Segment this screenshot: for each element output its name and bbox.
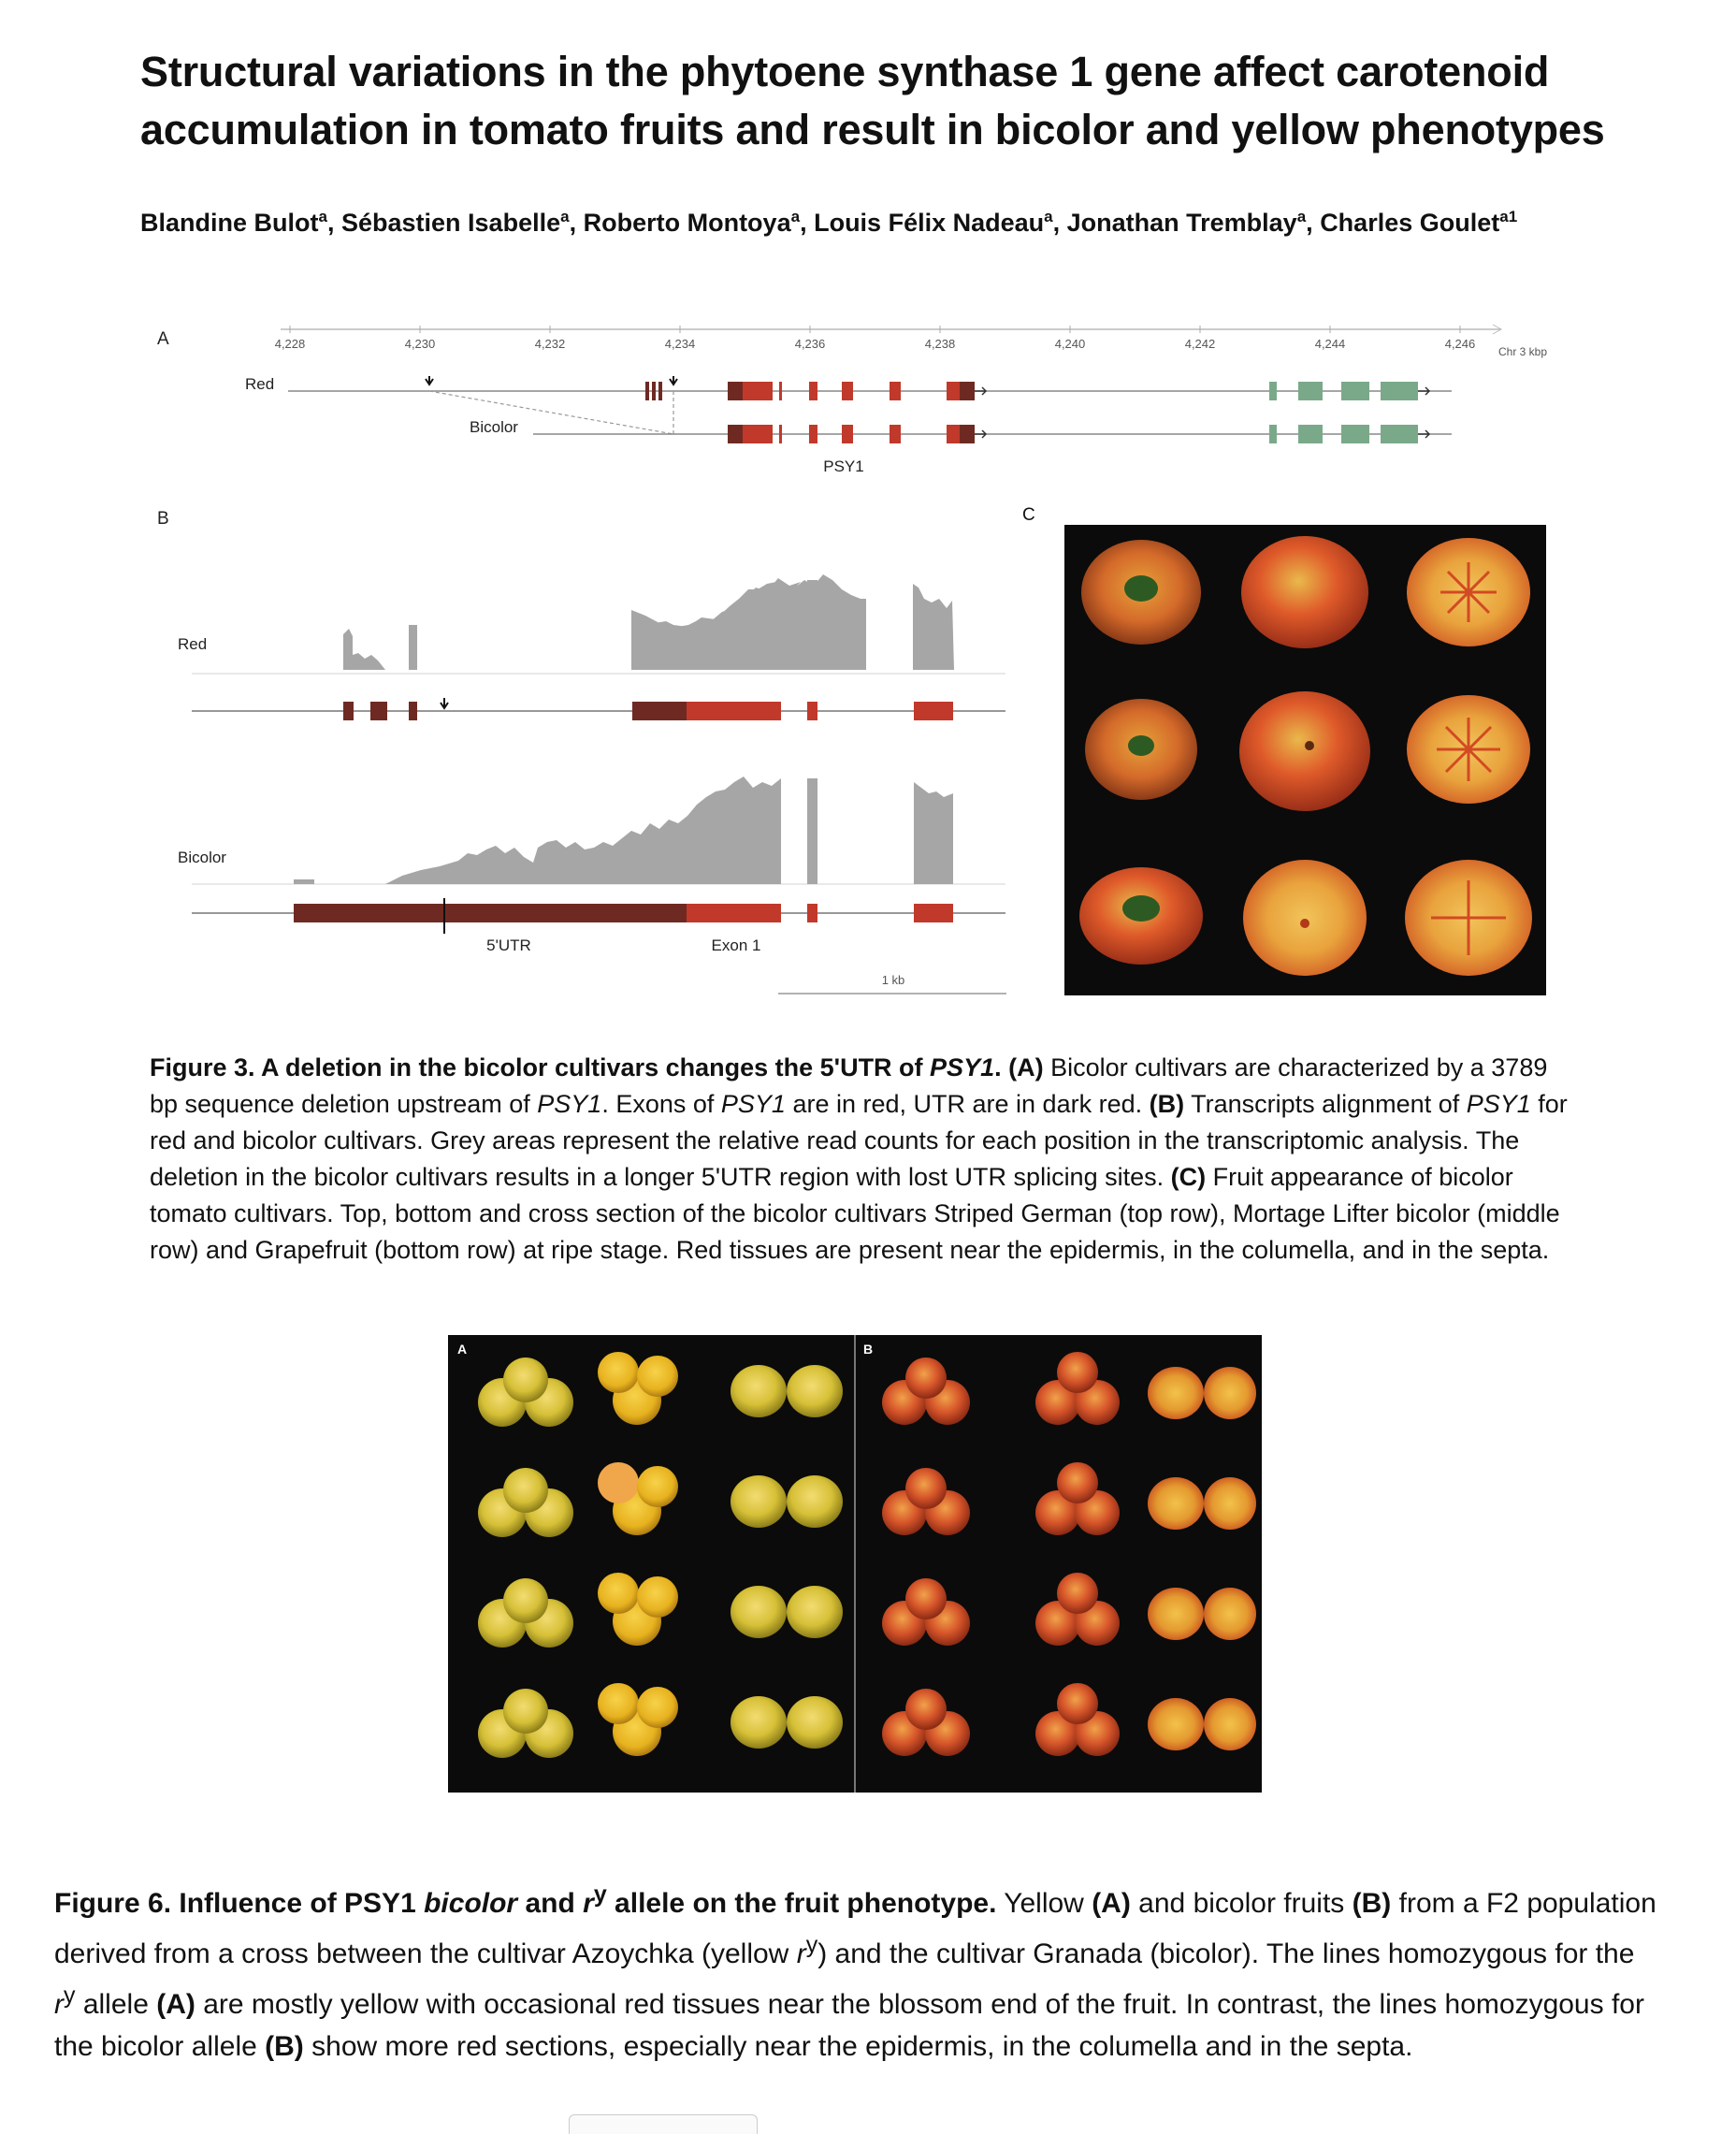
tomato-middle-row — [1085, 691, 1530, 811]
axis-tick-label: 4,242 — [1184, 337, 1216, 351]
axis-tick-label: 4,236 — [794, 337, 826, 351]
track-label-red: Red — [245, 375, 275, 393]
bicolor-tomato-photo-grid — [1064, 525, 1546, 995]
figure6-caption-heading: Figure 6. Influence of PSY1 bicolor and $r^y$ allele on the fruit phenotype. — [54, 1881, 997, 1919]
author-4: Louis Félix Nadeau$^a$, — [814, 208, 1067, 237]
red-track-features — [426, 376, 986, 400]
paper-title — [140, 43, 1637, 159]
author-5: Jonathan Tremblay$^a$, — [1066, 208, 1321, 237]
gene-label-psy1: PSY1 — [823, 457, 864, 475]
title-line-1: Structural variations in the phytoene synthase 1 gene affect carotenoid — [140, 48, 1550, 95]
tomato-bottom-row — [1079, 860, 1532, 976]
axis-tick-label: 4,240 — [1054, 337, 1086, 351]
track-label-bicolor: Bicolor — [470, 418, 518, 436]
axis-tick-label: 4,228 — [274, 337, 306, 351]
author-2: Sébastien Isabelle$^a$, — [340, 208, 584, 237]
bicolor-coverage-track — [294, 777, 953, 884]
axis-tick-label: 4,234 — [664, 337, 696, 351]
author-3: Roberto Montoya$^a$, — [583, 208, 815, 237]
label-exon-1: Exon 1 — [711, 936, 761, 954]
deletion-arrow-icon — [670, 376, 677, 385]
axis-unit-label: Chr 3 kbp — [1498, 345, 1548, 358]
red-coverage-track — [343, 573, 954, 670]
tomato-top-row — [1081, 536, 1530, 648]
label-5utr: 5'UTR — [486, 936, 531, 954]
deletion-arrow-icon — [441, 698, 448, 708]
author-list — [140, 208, 1684, 238]
figure6-photo — [448, 1335, 1262, 1793]
bicolor-transcript — [294, 898, 953, 934]
page-scroll-tab[interactable] — [569, 2114, 758, 2134]
figure6-panel-a-letter: A — [457, 1342, 468, 1357]
figure3-panel-b-letter: B — [157, 509, 169, 529]
axis-tick-label: 4,230 — [404, 337, 436, 351]
author-1: Blandine Bulot$^a$, — [140, 208, 341, 237]
figure3-panel-c-letter: C — [1022, 505, 1035, 525]
axis-tick-label: 4,232 — [534, 337, 566, 351]
coverage-label-bicolor: Bicolor — [178, 849, 226, 866]
title-line-2: accumulation in tomato fruits and result in bicolor and yellow phenotypes — [140, 106, 1605, 153]
figure3-gene-diagram — [0, 309, 1048, 1001]
red-transcript — [343, 698, 953, 720]
coverage-label-red: Red — [178, 635, 208, 653]
figure3-panel-a-letter: A — [157, 329, 169, 349]
axis-tick-label: 4,244 — [1314, 337, 1346, 351]
axis-tick-label: 4,246 — [1444, 337, 1476, 351]
figure6-panel-b-letter: B — [863, 1342, 874, 1357]
figure3-caption: Figure 3. A deletion in the bicolor cultivars changes the 5'UTR of PSY1. (A) Bicolor cultivars are characterized by a 3789 bp sequence deletion upstream of PSY1. Exons of PSY1 are in red, UTR are in dark red. (B) Transcripts alignment of PSY1 for red and bicolor cultivars. Grey areas represent the relative read counts for each position in the transcriptomic analysis. The deletion in the bicolor cultivars results in a longer 5'UTR region with lost UTR splicing sites. (C) Fruit appearance of bicolor tomato cultivars. Top, bottom and cross section of the bicolor cultivars Striped German (top row), Mortage Lifter bicolor (middle row) and Grapefruit (bottom row) at ripe stage. Red tissues are present near the epidermis, in the columella, and in the septa. — [150, 1053, 1568, 1264]
deletion-arrow-icon — [426, 376, 433, 385]
figure3-caption-heading: Figure 3. A deletion in the bicolor cultivars changes the 5'UTR of PSY1. — [150, 1053, 1009, 1082]
author-6: Charles Goulet$^{a1}$ — [1320, 208, 1518, 237]
figure6-caption: Figure 6. Influence of PSY1 bicolor and $r^y$ allele on the fruit phenotype. Yellow (A) and bicolor fruits (B) from a F2 population derived from a cross between the cultivar Azoychka (yellow $r^y$) and the cultivar Granada (bicolor). The lines homozygous for the $r^y$ allele (A) are mostly yellow with occasional red tissues near the blossom end of the fruit. In contrast, the lines homozygous for the bicolor allele (B) show more red sections, especially near the epidermis, in the columella and in the septa. — [54, 1881, 1656, 2062]
figure3-gene-diagram-right — [1048, 309, 1571, 496]
axis-tick-label: 4,238 — [924, 337, 956, 351]
scale-bar-label: 1 kb — [881, 973, 905, 987]
